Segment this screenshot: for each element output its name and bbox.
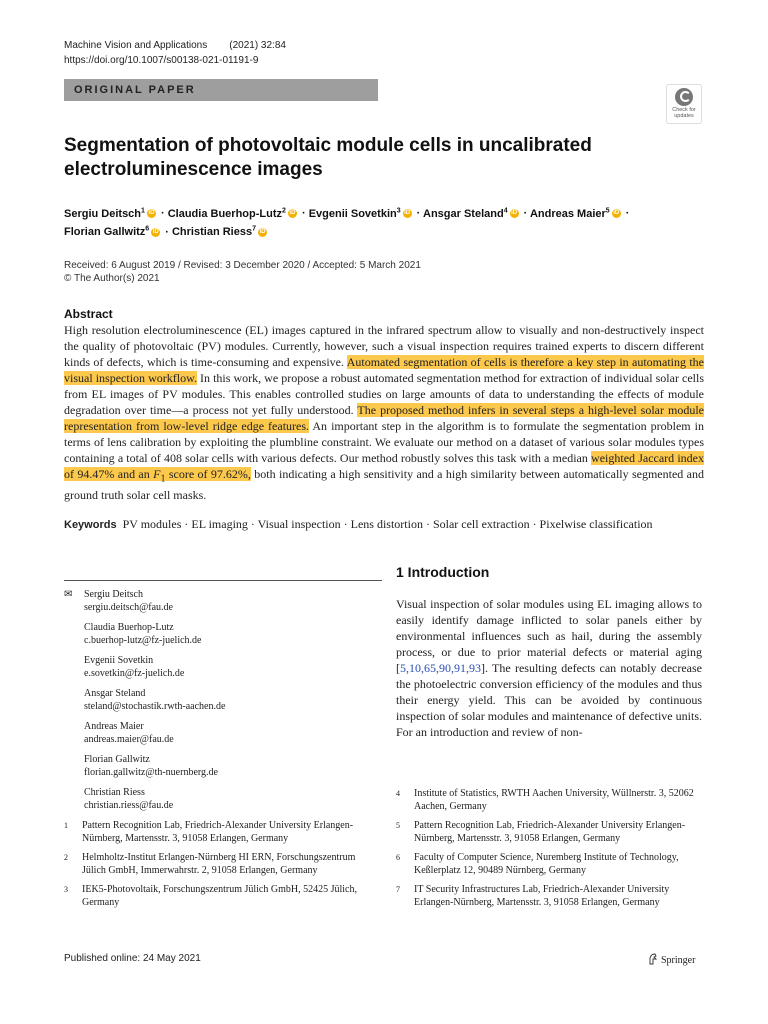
history-dates: Received: 6 August 2019 / Revised: 3 December 2020 / Accepted: 5 March 2021	[64, 260, 421, 271]
email-link[interactable]: steland@stochastik.rwth-aachen.de	[84, 700, 226, 712]
badge-line-1: Check for	[672, 107, 696, 113]
contact-entry: Florian Gallwitz florian.gallwitz@th-nuernberg.de	[64, 754, 225, 779]
section-heading: 1 Introduction	[396, 564, 490, 580]
abstract-body: High resolution electroluminescence (EL) images captured in the infrared spectrum allow to visually and non-destructively inspect the quality of photovoltaic (PV) modules. Currently, however, such a visual inspection requires trained experts to discern different kinds of defects, which is time-consuming and expensive. Automated segmentation of cells is therefore a key step in automating the visual inspection workflow. In this work, we propose a robust automated segmentation method for extraction of individual solar cells from EL images of PV modules. This enables controlled studies on large amounts of data to understanding the effects of module degradation over time—a process not yet fully understood. The proposed method infers in several steps a high-level solar module representation from low-level ridge edge features. An important step in the algorithm is to formulate the segmentation problem in terms of lens calibration by exploiting the plumbline constraint. We evaluate our method on a dataset of various solar modules types containing a total of 408 solar cells with various defects. Our method robustly solves this task with a median weighted Jaccard index of 94.47% and an $F_1$ score of 97.62%, both indicating a high sensitivity and a high similarity between automatically segmented and ground truth solar cell masks.	[64, 323, 705, 503]
journal-line	[64, 40, 286, 51]
orcid-icon[interactable]: iD	[511, 210, 518, 217]
keywords	[64, 517, 704, 532]
check-for-updates-badge[interactable]	[666, 84, 702, 124]
affiliation: 7 IT Security Infrastructures Lab, Friedrich-Alexander University Erlangen-Nürnberg, Martensstr. 3, 91058 Erlangen, Germany	[396, 884, 670, 908]
email-link[interactable]: andreas.maier@fau.de	[84, 733, 174, 745]
author[interactable]: Ansgar Steland$^4$	[423, 207, 508, 220]
published-online: Published online: 24 May 2021	[64, 953, 201, 964]
orcid-icon[interactable]: iD	[152, 228, 159, 235]
contact-entry: Ansgar Steland steland@stochastik.rwth-aachen.de	[84, 688, 226, 712]
contact-entry: ✉ Sergiu Deitsch sergiu.deitsch@fau.de	[64, 589, 225, 614]
affiliation: 3 IEK5-Photovoltaik, Forschungszentrum Jülich GmbH, 52425 Jülich, Germany	[64, 884, 357, 908]
keywords-label: Keywords	[64, 519, 117, 531]
email-link[interactable]: e.sovetkin@fz-juelich.de	[84, 667, 185, 679]
paper-title: Segmentation of photovoltaic module cells in uncalibrated electroluminescence images	[64, 135, 592, 180]
email-link[interactable]: christian.riess@fau.de	[84, 799, 174, 811]
doi-link[interactable]: https://doi.org/10.1007/s00138-021-01191-9	[64, 55, 259, 66]
copyright: © The Author(s) 2021	[64, 273, 160, 284]
email-link[interactable]: c.buerhop-lutz@fz-juelich.de	[84, 634, 202, 646]
citation: (2021) 32:84	[229, 40, 286, 51]
author[interactable]: Claudia Buerhop-Lutz$^2$	[167, 207, 286, 220]
affiliation: 6 Faculty of Computer Science, Nuremberg Institute of Technology, Keßlerplatz 12, 90489 Nürnberg, Germany	[396, 852, 679, 876]
springer-horse-icon	[648, 953, 658, 965]
affiliation: 5 Pattern Recognition Lab, Friedrich-Alexander University Erlangen-Nürnberg, Martensstr. 3, 91058 Erlangen, Germany	[396, 820, 686, 844]
orcid-icon[interactable]: iD	[259, 228, 266, 235]
affiliation: 2 Helmholtz-Institut Erlangen-Nürnberg HI ERN, Forschungszentrum Jülich GmbH, Immerwahrstr. 2, 91058 Erlangen, Germany	[64, 852, 356, 876]
highlight[interactable]: weighted Jaccard index of 94.47% and an $F_1$ score of 97.62%,	[64, 451, 704, 485]
introduction-text: Visual inspection of solar modules using EL imaging allows to easily identify damage inflicted to solar panels either by environmental influences such as hail, during the assembly process, or due to prior material defects or material aging [5,10,65,90,91,93]. The resulting defects can notably decrease the photoelectric conversion efficiency of the modules and thus their energy yield. This can be avoided by continuous inspection of solar modules and maintenance of defective units. For an introduction and review of non-	[396, 597, 702, 739]
highlight[interactable]: The proposed method infers in several steps a high-level solar module representation from low-level ridge edge features.	[64, 403, 704, 433]
orcid-icon[interactable]: iD	[148, 210, 155, 217]
check-updates-icon	[675, 88, 693, 106]
orcid-icon[interactable]: iD	[289, 210, 296, 217]
highlight[interactable]: Automated segmentation of cells is therefore a key step in automating the visual inspection workflow.	[64, 355, 705, 385]
envelope-icon: ✉	[64, 589, 73, 600]
email-link[interactable]: florian.gallwitz@th-nuernberg.de	[84, 766, 218, 778]
author[interactable]: Sergiu Deitsch$^1$	[64, 207, 145, 220]
publisher-logo: Springer	[648, 953, 695, 966]
author[interactable]: Andreas Maier$^5$	[529, 207, 610, 220]
orcid-icon[interactable]: iD	[404, 210, 411, 217]
author[interactable]: Evgenii Sovetkin$^3$	[308, 207, 401, 220]
article-type-banner: ORIGINAL PAPER	[64, 79, 378, 101]
author[interactable]: Florian Gallwitz$^6$	[64, 225, 150, 239]
publication-dates	[64, 259, 421, 285]
affiliations-right	[396, 788, 696, 916]
author-contacts	[64, 589, 225, 820]
affiliation: 4 Institute of Statistics, RWTH Aachen University, Wüllnerstr. 3, 52062 Aachen, Germany	[396, 788, 694, 812]
affiliation: 1 Pattern Recognition Lab, Friedrich-Alexander University Erlangen-Nürnberg, Martensstr. 3, 91058 Erlangen, Germany	[64, 820, 354, 844]
keywords-text: PV modules · EL imaging · Visual inspection · Lens distortion · Solar cell extraction · Pixelwise classification	[122, 517, 653, 531]
journal-name: Machine Vision and Applications	[64, 40, 208, 51]
author-list: Sergiu Deitsch$^1$ iD · Claudia Buerhop-Lutz$^2$ iD · Evgenii Sovetkin$^3$ iD · Ansgar Steland$^4$ iD · Andreas Maier$^5$ iD · Florian Gallwitz$^6$ iD · Christian Riess$^7$ iD	[64, 207, 630, 239]
email-link[interactable]: sergiu.deitsch@fau.de	[84, 601, 173, 613]
contact-entry: Andreas Maier andreas.maier@fau.de	[64, 721, 225, 746]
abstract-heading: Abstract	[64, 307, 113, 321]
author[interactable]: Christian Riess$^7$	[171, 225, 256, 239]
contact-entry: Christian Riess christian.riess@fau.de	[64, 787, 225, 812]
orcid-icon[interactable]: iD	[613, 210, 620, 217]
badge-line-2: updates	[674, 113, 694, 119]
citation-links[interactable]: 5,10,65,90,91,93	[400, 661, 481, 675]
affiliations-left	[64, 820, 364, 916]
footnote-divider	[64, 580, 382, 581]
contact-entry: Evgenii Sovetkin e.sovetkin@fz-juelich.de	[64, 655, 225, 680]
contact-entry: Claudia Buerhop-Lutz c.buerhop-lutz@fz-juelich.de	[64, 622, 225, 647]
